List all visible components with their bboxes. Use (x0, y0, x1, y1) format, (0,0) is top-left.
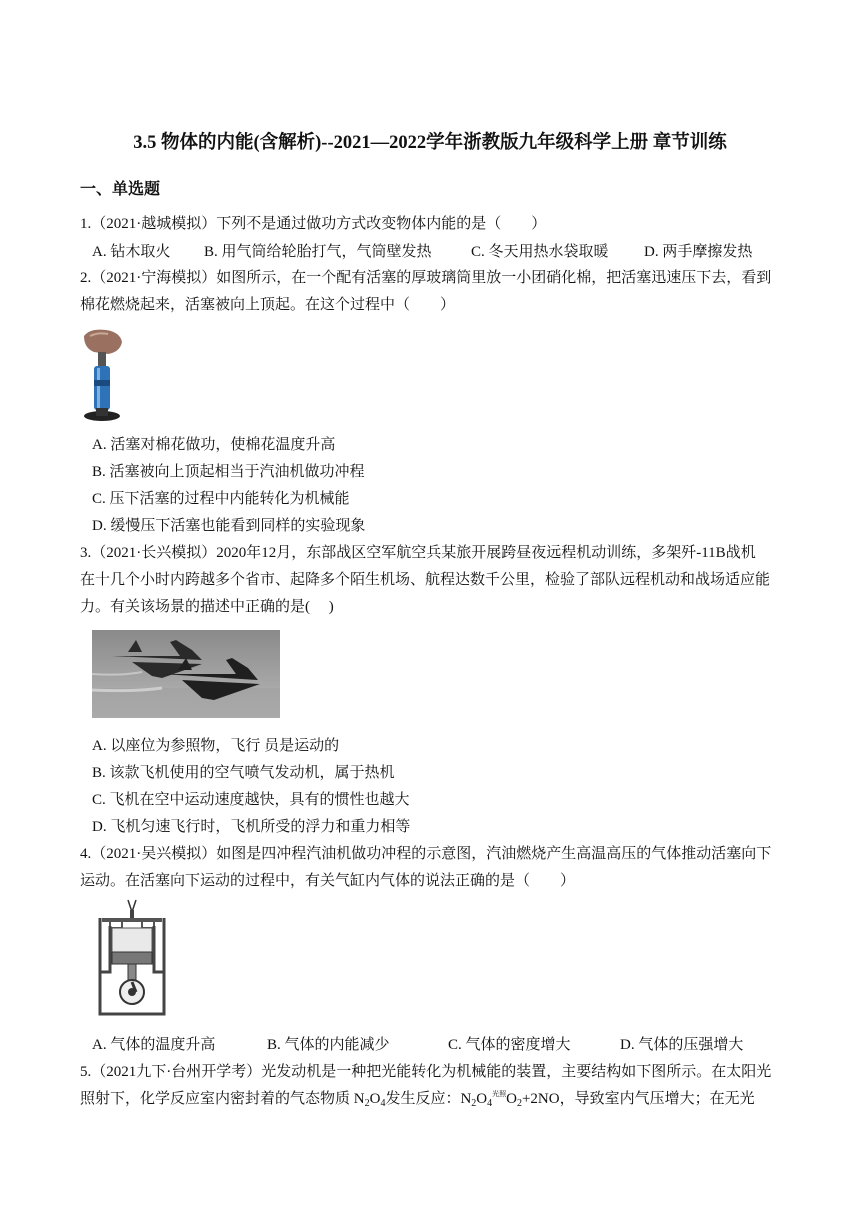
option-d: D. 气体的压强增大 (620, 1037, 744, 1053)
question-5-stem-line-1: 5.（2021九下·台州开学考）光发动机是一种把光能转化为机械能的装置，主要结构如下图所示。在太阳光 (80, 1064, 772, 1080)
document-title: 3.5 物体的内能(含解析)--2021—2022学年浙教版九年级科学上册 章节训练 (133, 133, 727, 153)
question-3-stem-line-3: 力。有关该场景的描述中正确的是( ) (80, 599, 334, 615)
question-2-option-c: C. 压下活塞的过程中内能转化为机械能 (92, 491, 350, 507)
subscript: 4 (487, 1098, 493, 1109)
option-b: B. 用气筒给轮胎打气，气筒壁发热 (204, 244, 432, 260)
option-c: C. 冬天用热水袋取暖 (471, 244, 609, 260)
option-a: A. 钻木取火 (92, 244, 171, 260)
question-3-option-c: C. 飞机在空中运动速度越快，具有的惯性也越大 (92, 792, 410, 808)
question-3-option-a: A. 以座位为参照物，飞行 员是运动的 (92, 738, 340, 754)
question-4-options (92, 1033, 792, 1053)
reaction-condition: 光照 (492, 1090, 507, 1098)
subscript: 2 (516, 1098, 522, 1109)
stem-text: 发生反应：N (385, 1091, 472, 1107)
stem-text: +2NO，导致室内气压增大；在无光 (521, 1091, 755, 1107)
option-d: D. 两手摩擦发热 (644, 244, 753, 260)
question-4-stem-line-2: 运动。在活塞向下运动的过程中，有关气缸内气体的说法正确的是（ ） (80, 873, 576, 889)
question-2-stem-line-2: 棉花燃烧起来，活塞被向上顶起。在这个过程中（ ） (80, 297, 456, 313)
question-3-option-b: B. 该款飞机使用的空气喷气发动机，属于热机 (92, 765, 395, 781)
question-1-options (92, 240, 792, 260)
engine-cylinder-diagram (92, 898, 172, 1018)
stem-text: O (506, 1091, 517, 1107)
question-3-stem-line-2: 在十几个小时内跨越多个省市、起降多个陌生机场、航程达数千公里，检验了部队远程机动和战场适应能 (80, 572, 771, 588)
stem-text: O (369, 1091, 381, 1107)
option-a: A. 气体的温度升高 (92, 1037, 216, 1053)
subscript: 2 (471, 1098, 477, 1109)
question-5-stem-line-2 (80, 1087, 755, 1109)
fighter-jets-photo (92, 630, 280, 718)
question-1-stem: 1.（2021·越城模拟）下列不是通过做功方式改变物体内能的是（ ） (80, 216, 547, 232)
question-2-option-d: D. 缓慢压下活塞也能看到同样的实验现象 (92, 518, 366, 534)
question-2-stem-line-1: 2.（2021·宁海模拟）如图所示，在一个配有活塞的厚玻璃筒里放一小团硝化棉，把活塞迅速压下去，看到 (80, 270, 772, 286)
question-3-option-d: D. 飞机匀速飞行时，飞机所受的浮力和重力相等 (92, 819, 411, 835)
subscript: 2 (364, 1098, 370, 1109)
subscript: 4 (380, 1098, 386, 1109)
question-4-stem-line-1: 4.（2021·吴兴模拟）如图是四冲程汽油机做功冲程的示意图，汽油燃烧产生高温高压的气体推动活塞向下 (80, 846, 772, 862)
stem-text: O (476, 1091, 488, 1107)
piston-glass-tube-figure (80, 328, 128, 424)
question-3-stem-line-1: 3.（2021·长兴模拟）2020年12月，东部战区空军航空兵某旅开展跨昼夜远程机动训练，多架歼-11B战机 (80, 545, 756, 561)
option-b: B. 气体的内能减少 (267, 1037, 390, 1053)
question-2-option-a: A. 活塞对棉花做功，使棉花温度升高 (92, 437, 336, 453)
stem-text: 照射下，化学反应室内密封着的气态物质 N (80, 1091, 365, 1107)
question-2-option-b: B. 活塞被向上顶起相当于汽油机做功冲程 (92, 464, 365, 480)
option-c: C. 气体的密度增大 (448, 1037, 571, 1053)
section-heading: 一、单选题 (80, 181, 161, 198)
